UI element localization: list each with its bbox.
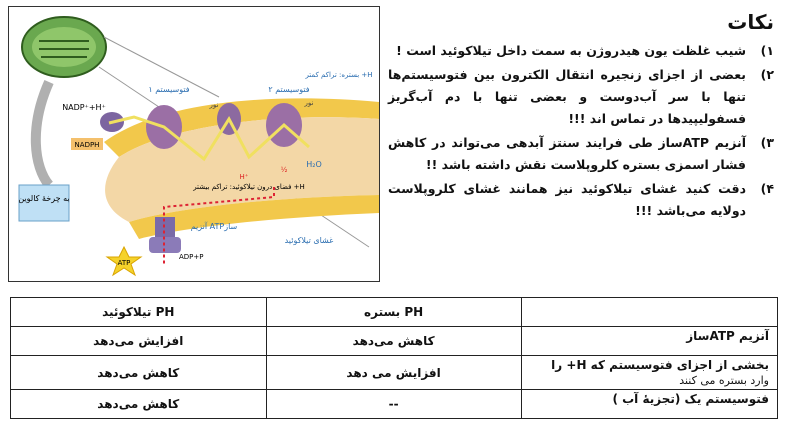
calvin-cycle-box	[19, 185, 69, 221]
half-label: ½	[280, 166, 288, 174]
table-header-cell: PH بستره	[266, 298, 521, 327]
table-header-row	[11, 298, 778, 327]
note-text: آنزیم ATPساز طی فرایند سنتز آبدهی می‌تواند در کاهش فشار اسمزی بستره کلروپلاست نقش داشته باشد !!	[388, 135, 747, 172]
table-cell-label	[521, 356, 777, 390]
table-cell-stroma: کاهش می‌دهد	[266, 327, 521, 356]
note-text: دقت کنید غشای تیلاکوئید نیز همانند غشای کلروپلاست دولایه می‌باشد !!!	[388, 181, 746, 218]
table-cell-thylakoid: کاهش می‌دهد	[11, 356, 267, 390]
zoom-arrow-icon	[36, 82, 49, 185]
h-plus-label: H⁺	[239, 173, 249, 181]
note-item	[388, 178, 774, 222]
note-number: ۳)	[760, 135, 774, 150]
table-cell-label	[521, 390, 777, 419]
row-label: بخشی از اجزای فتوسیستم که H+ را	[551, 358, 769, 372]
table-cell-thylakoid: کاهش می‌دهد	[11, 390, 267, 419]
note-text: بعضی از اجزای زنجیره انتقال الکترون بین فتوسیستم‌ها تنها با سر آب‌دوست و بعضی تنها با دم آب‌گریز فسفولیپیدها در تماس اند !!!	[388, 67, 746, 126]
note-number: ۱)	[760, 43, 774, 58]
table-cell-label	[521, 327, 777, 356]
note-item	[388, 40, 774, 62]
note-item	[388, 132, 774, 176]
photosynthesis-figure	[8, 6, 380, 282]
notes-section	[388, 6, 780, 288]
thylakoid-diagram	[9, 7, 379, 281]
note-item	[388, 64, 774, 130]
notes-title: نکات	[727, 10, 774, 34]
lumen-label: فضای درون تیلاکوئید: تراکم بیشتر +H	[193, 183, 305, 191]
row-label: فتوسیستم یک (تجزیهٔ آب )	[612, 392, 769, 406]
table-row	[11, 356, 778, 390]
row-label: آنزیم ATPساز	[686, 329, 769, 343]
light2-label: نور	[304, 99, 314, 107]
row-sub-label: وارد بستره می کنند	[679, 374, 769, 387]
ps1-label: فتوسیستم ۱	[148, 85, 190, 94]
chloroplast-inner-icon	[32, 27, 96, 67]
atp-synthase-label: آنزیم ATPساز	[190, 222, 238, 231]
table-row	[11, 390, 778, 419]
stroma-label: بستره: تراکم کمتر +H	[305, 71, 373, 79]
table-cell-stroma: --	[266, 390, 521, 419]
atp-label: ATP	[117, 259, 131, 267]
ps2-label: فتوسیستم ۲	[268, 85, 310, 94]
comparison-table	[10, 297, 778, 419]
table-header-cell: PH تیلاکوئید	[11, 298, 267, 327]
table-cell-stroma: افزایش می دهد	[266, 356, 521, 390]
note-text: شیب غلظت یون هیدروژن به سمت داخل تیلاکوئید است !	[396, 43, 746, 58]
membrane-label: غشای تیلاکوئید	[284, 236, 334, 245]
note-number: ۲)	[760, 67, 774, 82]
table-header-cell	[521, 298, 777, 327]
table-cell-thylakoid: افزایش می‌دهد	[11, 327, 267, 356]
nadp-label: NADP⁺+H⁺	[62, 103, 106, 112]
adp-label: ADP+P	[179, 253, 204, 261]
h2o-label: H₂O	[306, 160, 322, 169]
calvin-cycle-label: به چرخۀ کالوین	[18, 194, 70, 203]
note-number: ۴)	[760, 181, 774, 196]
light1-label: نور	[209, 101, 219, 109]
table-row	[11, 327, 778, 356]
nadph-label: NADPH	[74, 141, 100, 149]
